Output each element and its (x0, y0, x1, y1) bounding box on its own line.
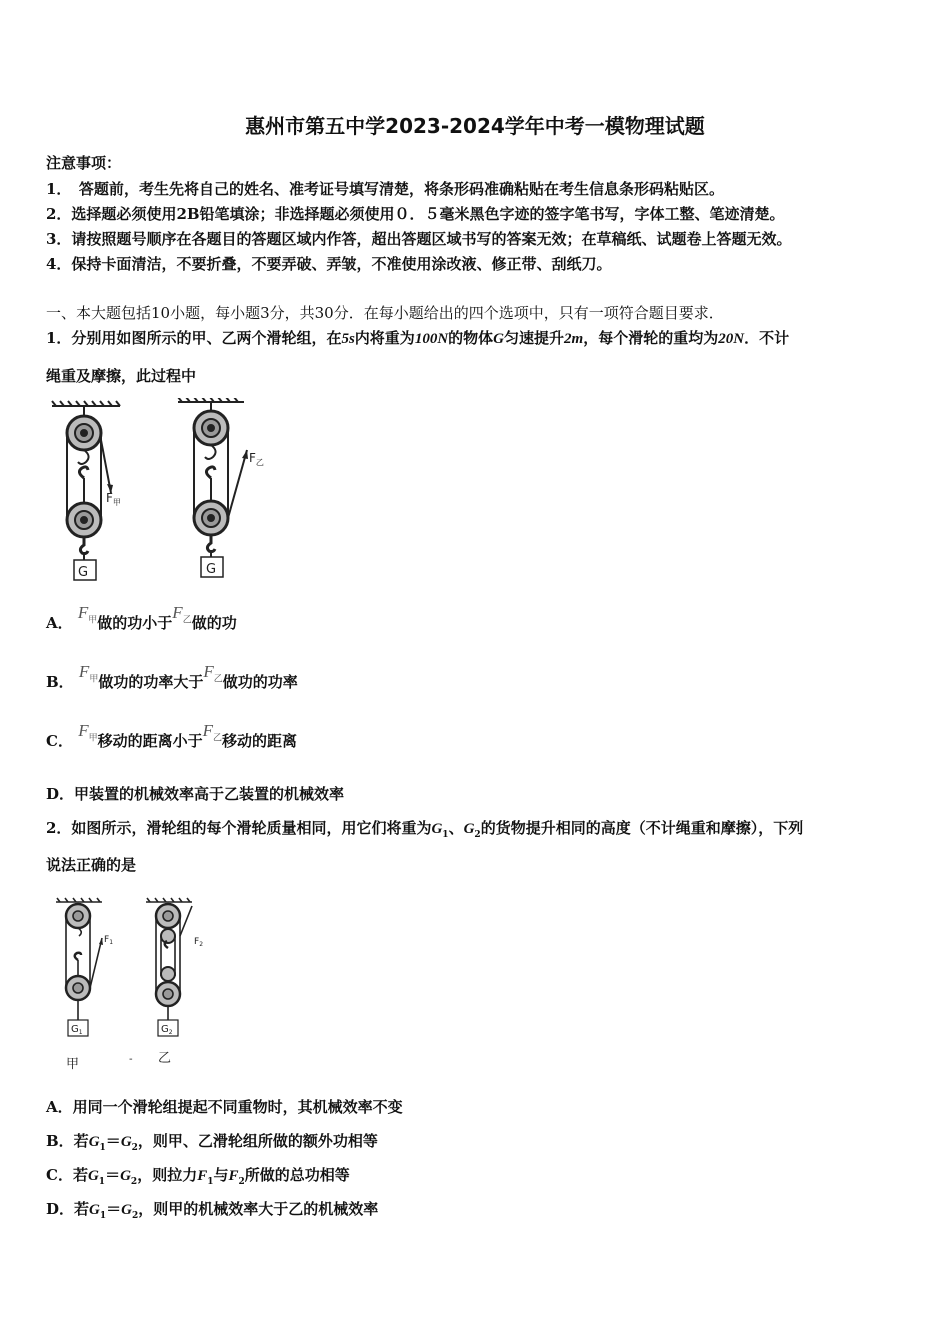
q2-load-right-label: $G_2$ (161, 1024, 173, 1036)
q2-option-a[interactable]: A．用同一个滑轮组提起不同重物时，其机械效率不变 (46, 1098, 403, 1116)
q1-stem-line2: 绳重及摩擦，此过程中 (46, 367, 197, 385)
q1-load-right-label: G (206, 562, 217, 577)
q2-stem-line1: 2．如图所示，滑轮组的每个滑轮质量相同，用它们将重为$G_1$、$G_2$的货物提升相同的高度（不计绳重和摩擦），下列 (46, 819, 804, 840)
q1-pulley-figure (44, 398, 284, 588)
q1-option-a[interactable]: A． $F_甲$做的功小于$F_乙$做的功 (46, 603, 237, 632)
q1-option-b[interactable]: B． $F_甲$做功的功率大于$F_乙$做功的功率 (46, 662, 298, 691)
q2-caption-left: 甲 (66, 1057, 80, 1072)
q1-option-d[interactable]: D．甲装置的机械效率高于乙装置的机械效率 (46, 785, 345, 803)
q1-option-c[interactable]: C． $F_甲$移动的距离小于$F_乙$移动的距离 (46, 721, 298, 750)
q1-load-left-label: G (78, 565, 89, 580)
q2-caption-right: 乙 (158, 1051, 172, 1066)
notice-item-4: 4．保持卡面清洁，不要折叠，不要弄破、弄皱，不准使用涂改液、修正带、刮纸刀。 (46, 255, 612, 273)
page-title: 惠州市第五中学2023-2024学年中考一模物理试题 (245, 114, 705, 138)
section-heading: 一、本大题包括10小题，每小题3分，共30分．在每小题给出的四个选项中，只有一项符合题目要求． (46, 304, 724, 322)
q1-stem-line1: 1．分别用如图所示的甲、乙两个滑轮组，在5s内将重为100N的物体G匀速提升2m，每个滑轮的重均为20N．不计 (46, 329, 790, 347)
q2-caption-dash: - (129, 1054, 133, 1065)
q2-option-c[interactable]: C．若$G_1=G_2$，则拉力$F_1$与$F_2$所做的总功相等 (46, 1166, 350, 1187)
notice-item-2: 2．选择题必须使用2B铅笔填涂；非选择题必须使用０．５毫米黑色字迹的签字笔书写，字体工整、笔迹清楚。 (46, 205, 785, 223)
notice-item-1: 1． 答题前，考生先将自己的姓名、准考证号填写清楚，将条形码准确粘贴在考生信息条形码粘贴区。 (46, 180, 724, 198)
q2-force-left-label: $F_1$ (104, 935, 114, 946)
q1-force-left-label: $F_甲$ (106, 491, 121, 507)
q2-stem-line2: 说法正确的是 (46, 856, 137, 874)
notice-heading: 注意事项： (46, 154, 122, 172)
q2-option-d[interactable]: D．若$G_1=G_2$，则甲的机械效率大于乙的机械效率 (46, 1200, 379, 1221)
notice-item-3: 3．请按照题号顺序在各题目的答题区域内作答，超出答题区域书写的答案无效；在草稿纸、试题卷上答题无效。 (46, 230, 792, 248)
q2-option-b[interactable]: B．若$G_1=G_2$，则甲、乙滑轮组所做的额外功相等 (46, 1132, 378, 1153)
q1-force-right-label: $F_乙$ (249, 451, 264, 467)
q2-pulley-figure (44, 896, 244, 1076)
q2-force-right-label: $F_2$ (194, 937, 204, 948)
q2-load-left-label: $G_1$ (71, 1024, 83, 1036)
